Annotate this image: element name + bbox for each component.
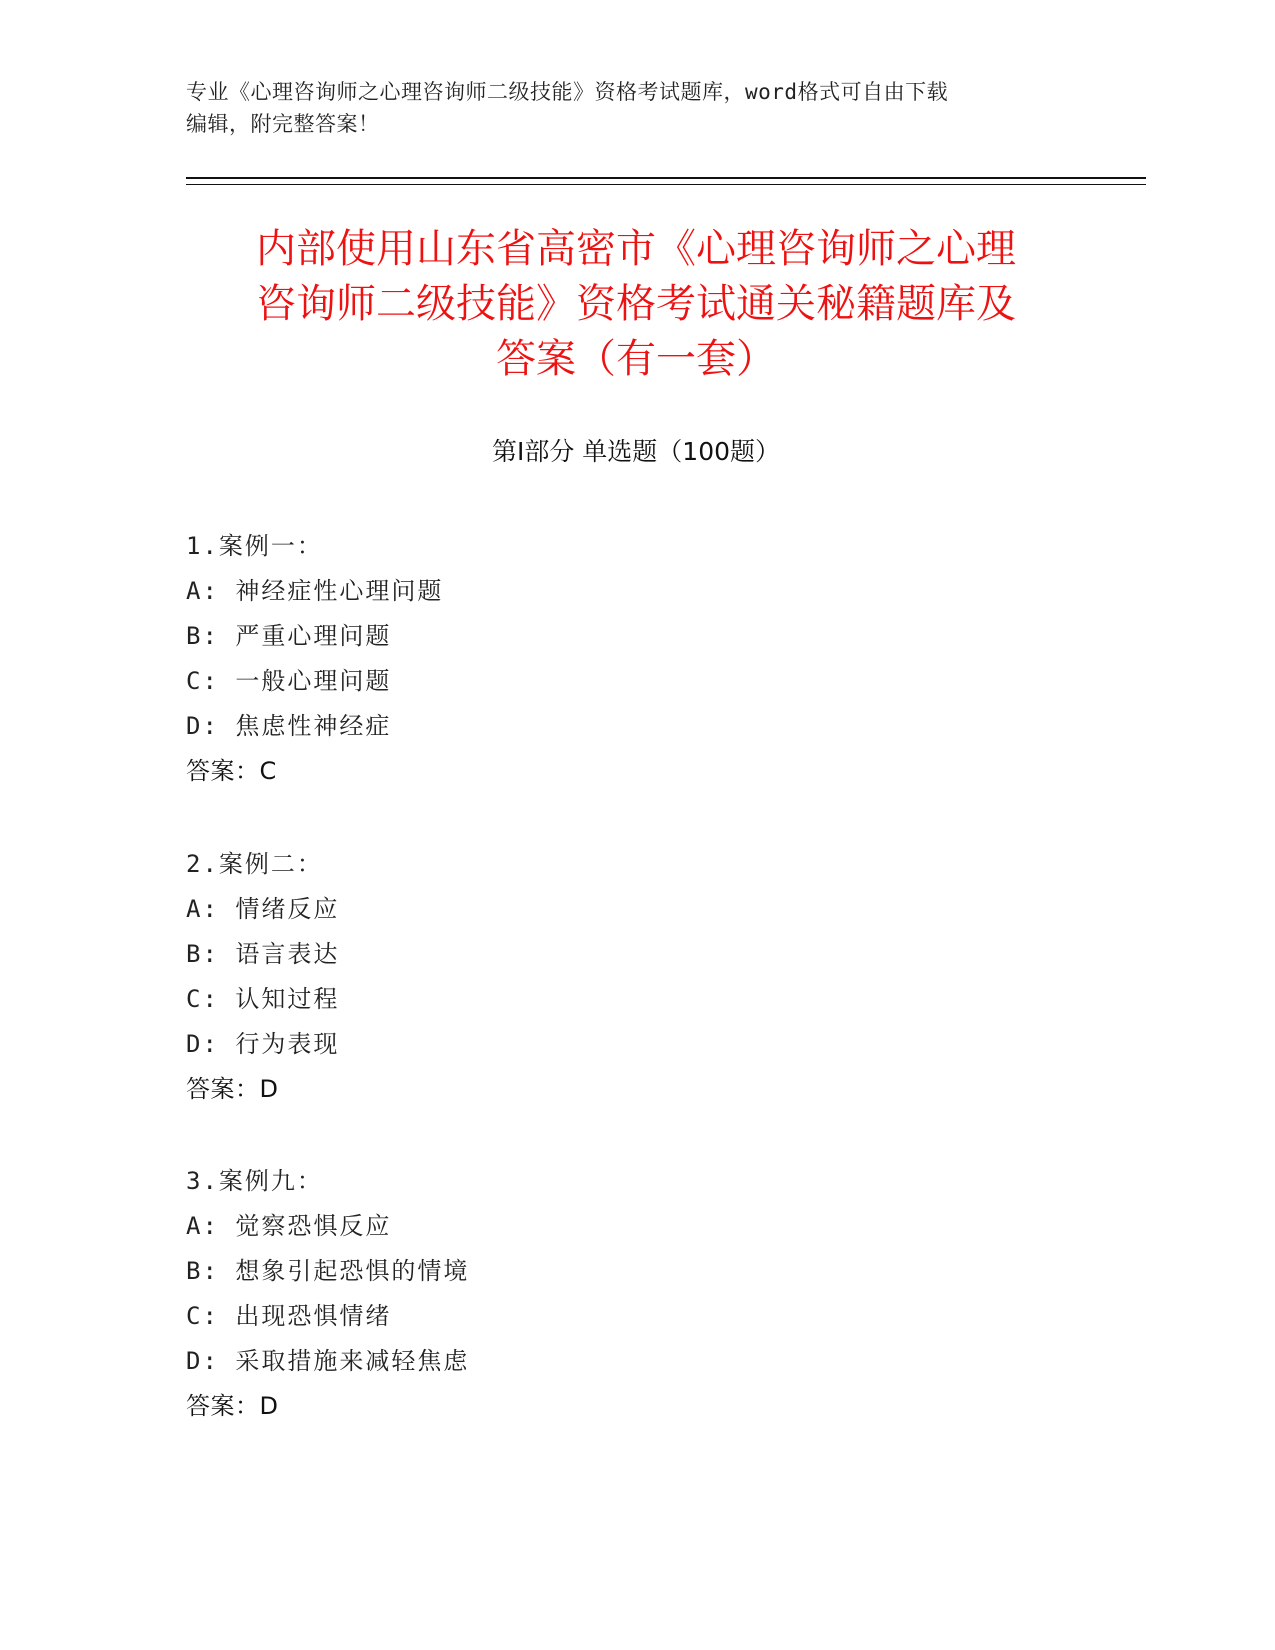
option-d: D: 采取措施来减轻焦虑 <box>186 1347 470 1375</box>
question-block <box>186 842 1086 1112</box>
answer-line: 答案：D <box>186 1392 279 1420</box>
option-c: C: 认知过程 <box>186 985 340 1013</box>
option-d: D: 焦虑性神经症 <box>186 712 392 740</box>
title-line-3: 答案（有一套） <box>496 336 776 382</box>
header-note-line-1: 专业《心理咨询师之心理咨询师二级技能》资格考试题库，word格式可自由下载 <box>186 80 949 104</box>
section-heading: 第Ⅰ部分 单选题（100题） <box>491 437 781 466</box>
header-divider-thick <box>186 177 1146 179</box>
document-title <box>186 222 1086 387</box>
question-stem: 1.案例一： <box>186 532 323 560</box>
option-b: B: 严重心理问题 <box>186 622 392 650</box>
option-c: C: 出现恐惧情绪 <box>186 1302 392 1330</box>
title-line-1: 内部使用山东省高密市《心理咨询师之心理 <box>256 226 1016 272</box>
option-b: B: 语言表达 <box>186 940 340 968</box>
option-d: D: 行为表现 <box>186 1030 340 1058</box>
header-note <box>186 76 1066 140</box>
answer-line: 答案：C <box>186 757 277 785</box>
header-divider-thin <box>186 184 1146 185</box>
question-stem: 3.案例九： <box>186 1167 323 1195</box>
answer-line: 答案：D <box>186 1075 279 1103</box>
option-b: B: 想象引起恐惧的情境 <box>186 1257 470 1285</box>
option-a: A: 情绪反应 <box>186 895 340 923</box>
option-a: A: 觉察恐惧反应 <box>186 1212 392 1240</box>
question-stem: 2.案例二： <box>186 850 323 878</box>
title-line-2: 咨询师二级技能》资格考试通关秘籍题库及 <box>256 281 1016 327</box>
header-note-line-2: 编辑，附完整答案！ <box>186 112 380 136</box>
question-block <box>186 524 1086 794</box>
question-block <box>186 1159 1086 1429</box>
option-a: A: 神经症性心理问题 <box>186 577 444 605</box>
option-c: C: 一般心理问题 <box>186 667 392 695</box>
